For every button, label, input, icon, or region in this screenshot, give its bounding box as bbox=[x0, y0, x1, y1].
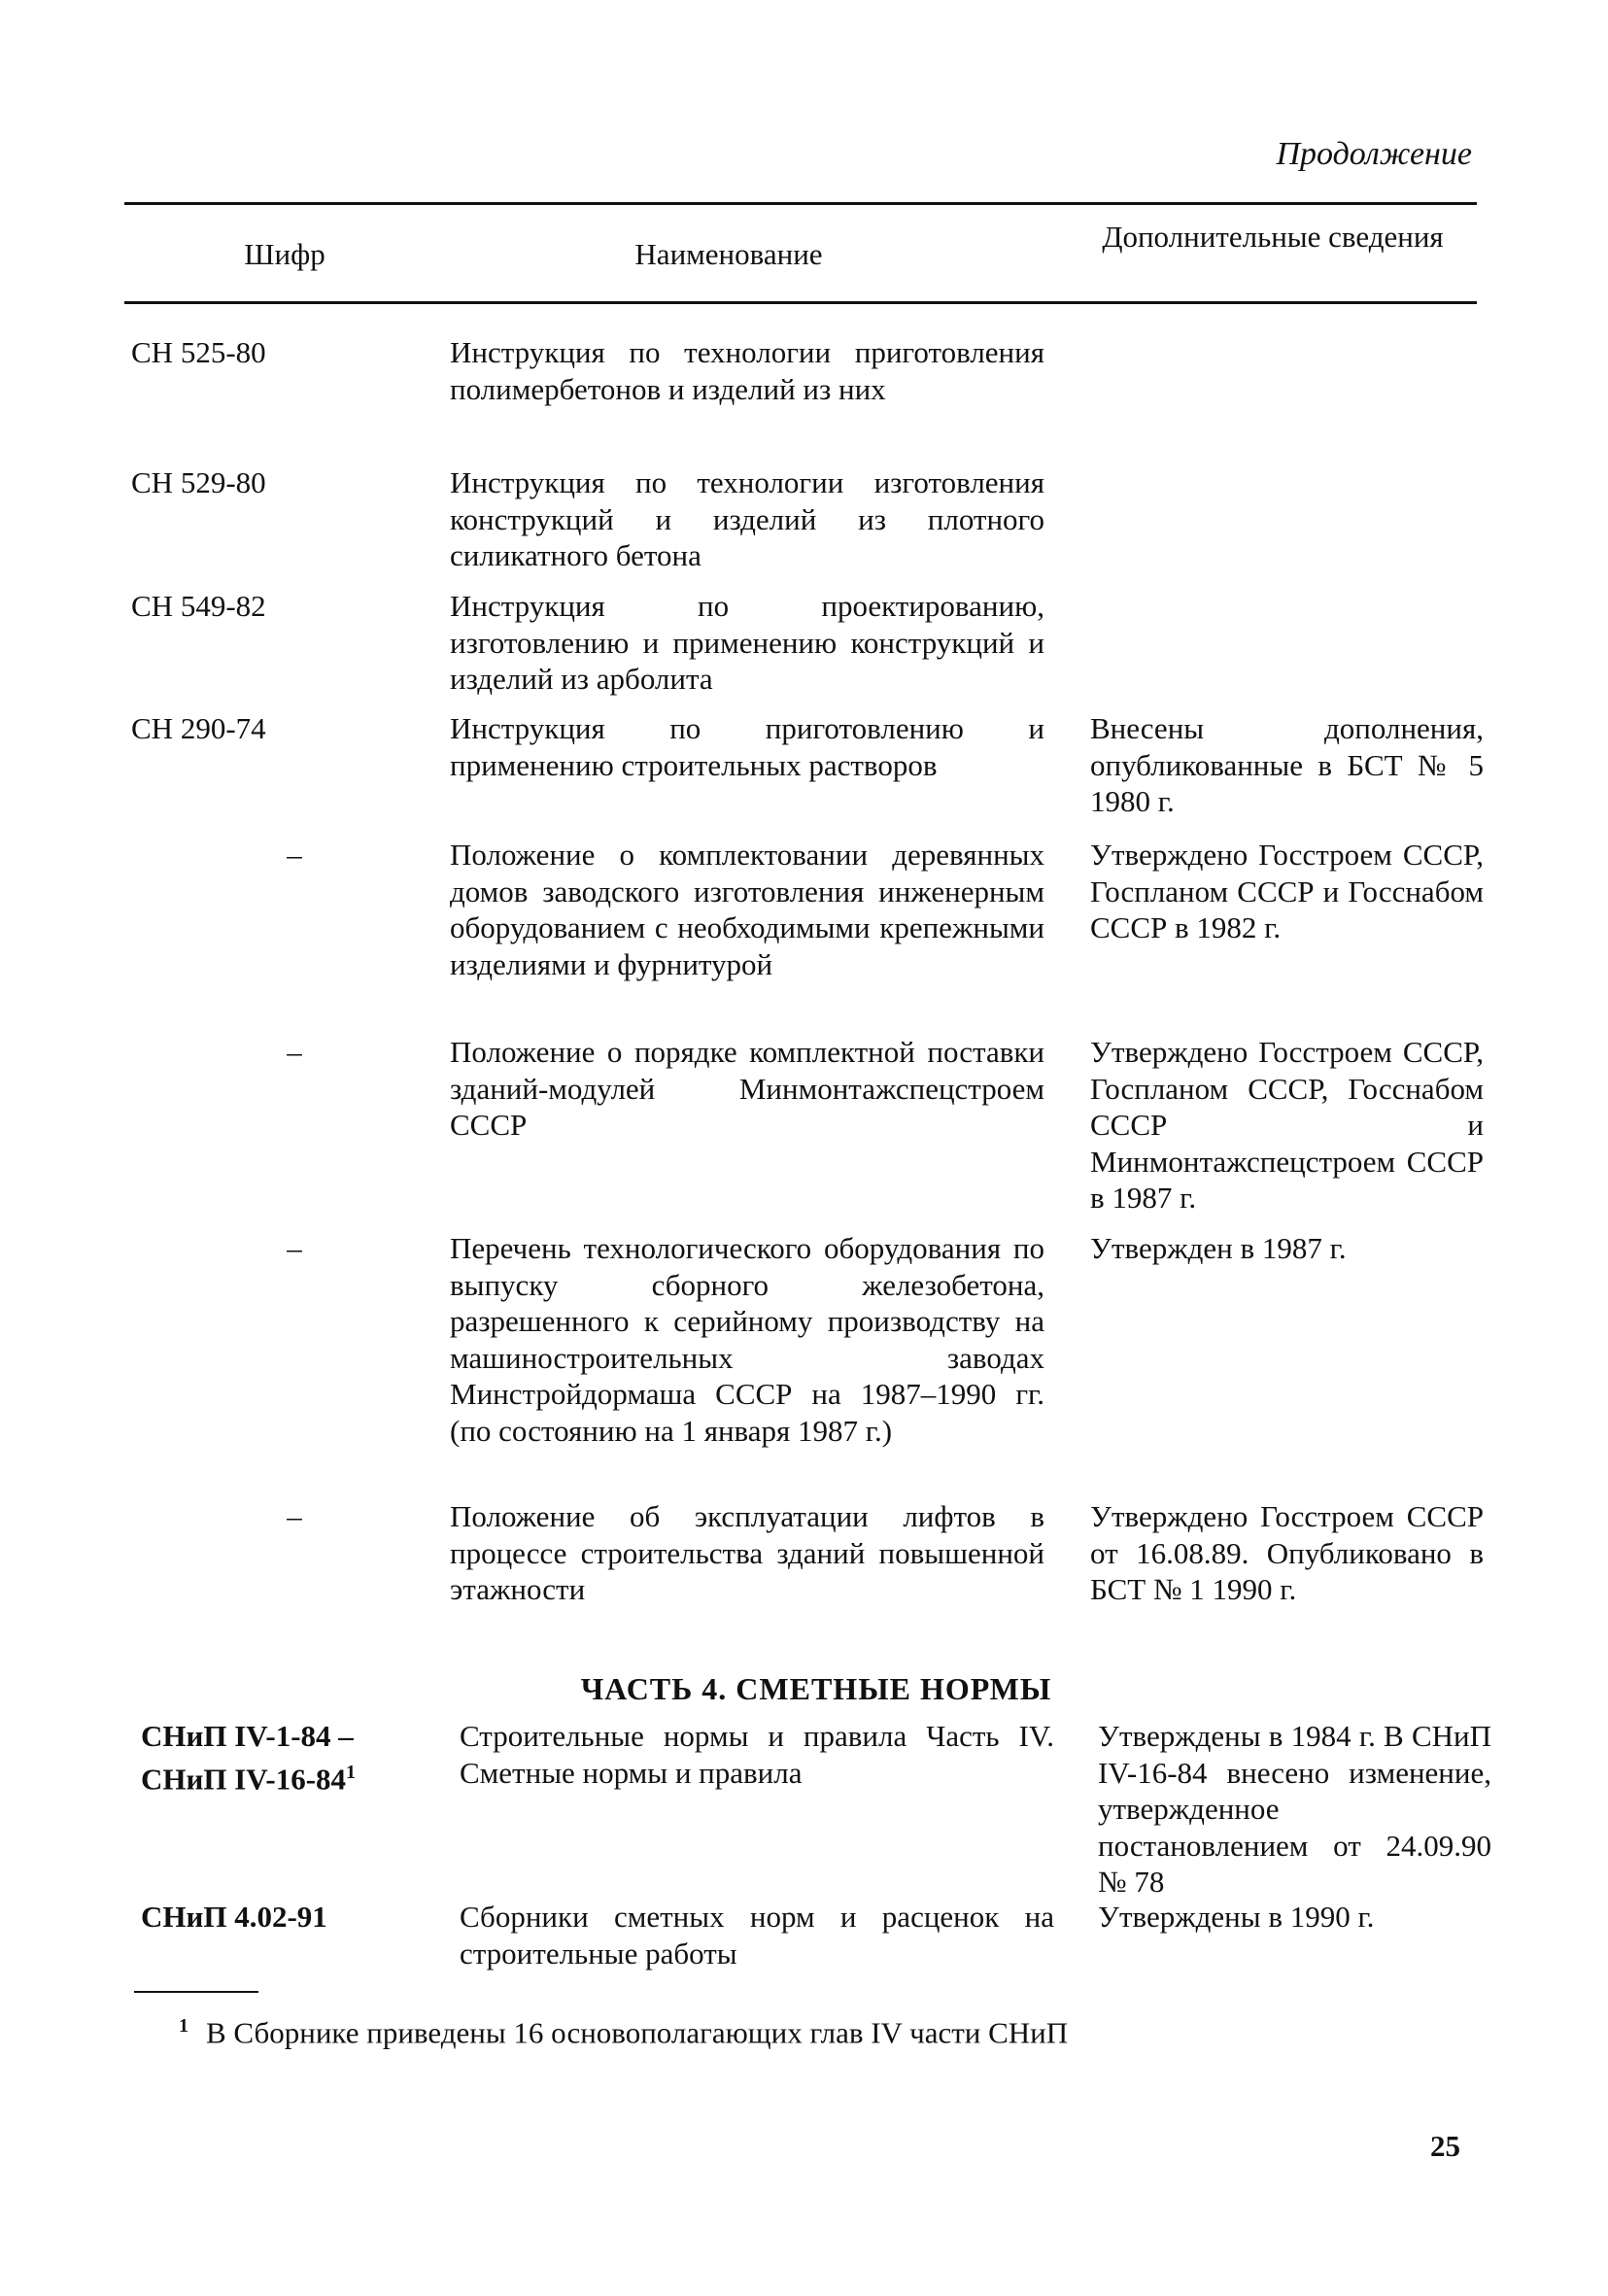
row-code: СНиП 4.02-91 bbox=[141, 1900, 327, 1934]
row-name: Сборники сметных норм и расценок на строительные работы bbox=[460, 1900, 1054, 1970]
row-name: Инструкция по приготовлению и применению строительных растворов bbox=[450, 711, 1044, 782]
row-name: Положение о порядке комплектной поставки зданий-модулей Минмонтажспецстроем СССР bbox=[450, 1035, 1044, 1142]
row-name: Инструкция по технологии приготовления полимербетонов и изделий из них bbox=[450, 335, 1044, 406]
section-title: ЧАСТЬ 4. СМЕТНЫЕ НОРМЫ bbox=[580, 1671, 1052, 1706]
row-extra: Утверждены в 1990 г. bbox=[1098, 1900, 1375, 1934]
row-extra: Внесены дополнения, опубликованные в БСТ № 5 1980 г. bbox=[1090, 711, 1484, 818]
row-code bbox=[141, 1718, 432, 1797]
row-name: Инструкция по проектированию, изготовлению и применению конструкций и изделий из арболита bbox=[450, 589, 1044, 696]
row-code: СН 529-80 bbox=[131, 465, 266, 499]
row-extra: Утвержден в 1987 г. bbox=[1090, 1231, 1347, 1265]
page-number: 25 bbox=[1430, 2129, 1460, 2163]
footnote bbox=[179, 2015, 1068, 2050]
row-extra: Утверждено Госстроем СССР, Госпланом СССР и Госснабом СССР в 1982 г. bbox=[1090, 838, 1484, 944]
footnote-mark: 1 bbox=[346, 1761, 357, 1783]
row-code: СН 525-80 bbox=[131, 335, 266, 369]
row-extra: Утверждено Госстроем СССР, Госпланом СССР, Госснабом СССР и Минмонтажспецстроем СССР в 1987 г. bbox=[1090, 1035, 1484, 1215]
row-code: СН 290-74 bbox=[131, 711, 266, 745]
row-extra: Утверждены в 1984 г. В СНиП IV-16-84 внесено изменение, утвержденное постановлением от 24.09.90 № 78 bbox=[1098, 1719, 1491, 1899]
row-code: СН 549-82 bbox=[131, 589, 266, 623]
row-name: Перечень технологического оборудования по выпуску сборного железобетона, разрешенного к серийному производству на машиностроительных заводах Минстройдормаша СССР на 1987–1990 гг. (по состоянию на 1 января 1987 г.) bbox=[450, 1231, 1044, 1448]
row-extra: Утверждено Госстроем СССР от 16.08.89. Опубликовано в БСТ № 1 1990 г. bbox=[1090, 1499, 1484, 1606]
row-name: Положение об эксплуатации лифтов в процессе строительства зданий повышенной этажности bbox=[450, 1499, 1044, 1606]
footnote-rule bbox=[134, 1991, 258, 1993]
footnote-text: В Сборнике приведены 16 основополагающих глав IV части СНиП bbox=[206, 2015, 1069, 2050]
row-code: – bbox=[287, 1499, 302, 1533]
table-top-rule bbox=[124, 202, 1477, 205]
table-header-rule bbox=[124, 301, 1477, 304]
header-code: Шифр bbox=[244, 237, 325, 271]
row-code-line1: СНиП IV-1-84 – bbox=[141, 1719, 354, 1753]
row-name: Инструкция по технологии изготовления конструкций и изделий из плотного силикатного бетона bbox=[450, 465, 1044, 572]
row-name: Положение о комплектовании деревянных домов заводского изготовления инженерным оборудованием с необходимыми крепежными изделиями и фурнитурой bbox=[450, 838, 1044, 981]
row-code: – bbox=[287, 1231, 302, 1265]
row-name: Строительные нормы и правила Часть IV. Сметные нормы и правила bbox=[460, 1719, 1054, 1790]
row-code-line2: СНиП IV-16-84$^1$ bbox=[141, 1761, 357, 1796]
header-name: Наименование bbox=[634, 237, 823, 271]
header-extra: Дополнительные сведения bbox=[1102, 220, 1444, 254]
row-code: – bbox=[287, 838, 302, 872]
footnote-mark: 1 bbox=[179, 2015, 188, 2037]
continuation-label: Продолжение bbox=[1276, 136, 1472, 172]
row-code: – bbox=[287, 1035, 302, 1069]
